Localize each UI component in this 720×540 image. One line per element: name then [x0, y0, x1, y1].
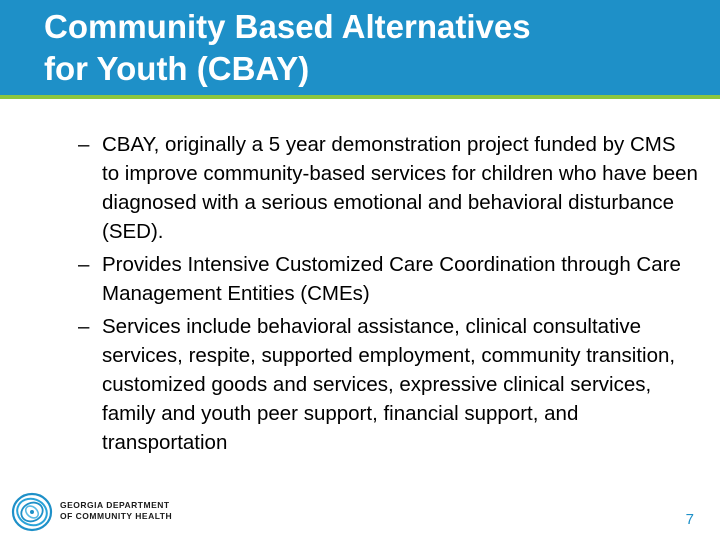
swirl-logo-icon — [10, 490, 54, 534]
bullet-text: Services include behavioral assistance, clinical consultative services, respite, supported employment, community transition, customized goods and services, expressive clinical services, family and youth peer support, financial support, and transportation — [102, 315, 676, 454]
page-number: 7 — [685, 511, 694, 528]
bullet-dash: – — [78, 133, 90, 156]
bullet-item — [78, 312, 698, 457]
logo-wordmark — [60, 500, 172, 522]
slide-title-line-2: for Youth (CBAY) — [44, 50, 310, 87]
bullet-dash: – — [78, 253, 90, 276]
bullet-dash: – — [78, 315, 90, 338]
gdch-logo — [10, 490, 230, 530]
bullet-item — [78, 250, 698, 308]
slide-title — [44, 6, 704, 90]
logo-line-2: OF COMMUNITY HEALTH — [60, 511, 173, 521]
bullet-text: CBAY, originally a 5 year demonstration project funded by CMS to improve community-based services for children who have been diagnosed with a serious emotional and behavioral disturbance (SED). — [102, 133, 698, 243]
bullet-text: Provides Intensive Customized Care Coordination through Care Management Entities (CMEs) — [102, 253, 681, 305]
bullet-item — [78, 130, 698, 246]
bullet-list — [78, 130, 698, 461]
slide-title-line-1: Community Based Alternatives — [44, 8, 531, 45]
title-underline — [0, 95, 720, 99]
logo-line-1: GEORGIA DEPARTMENT — [60, 500, 170, 510]
